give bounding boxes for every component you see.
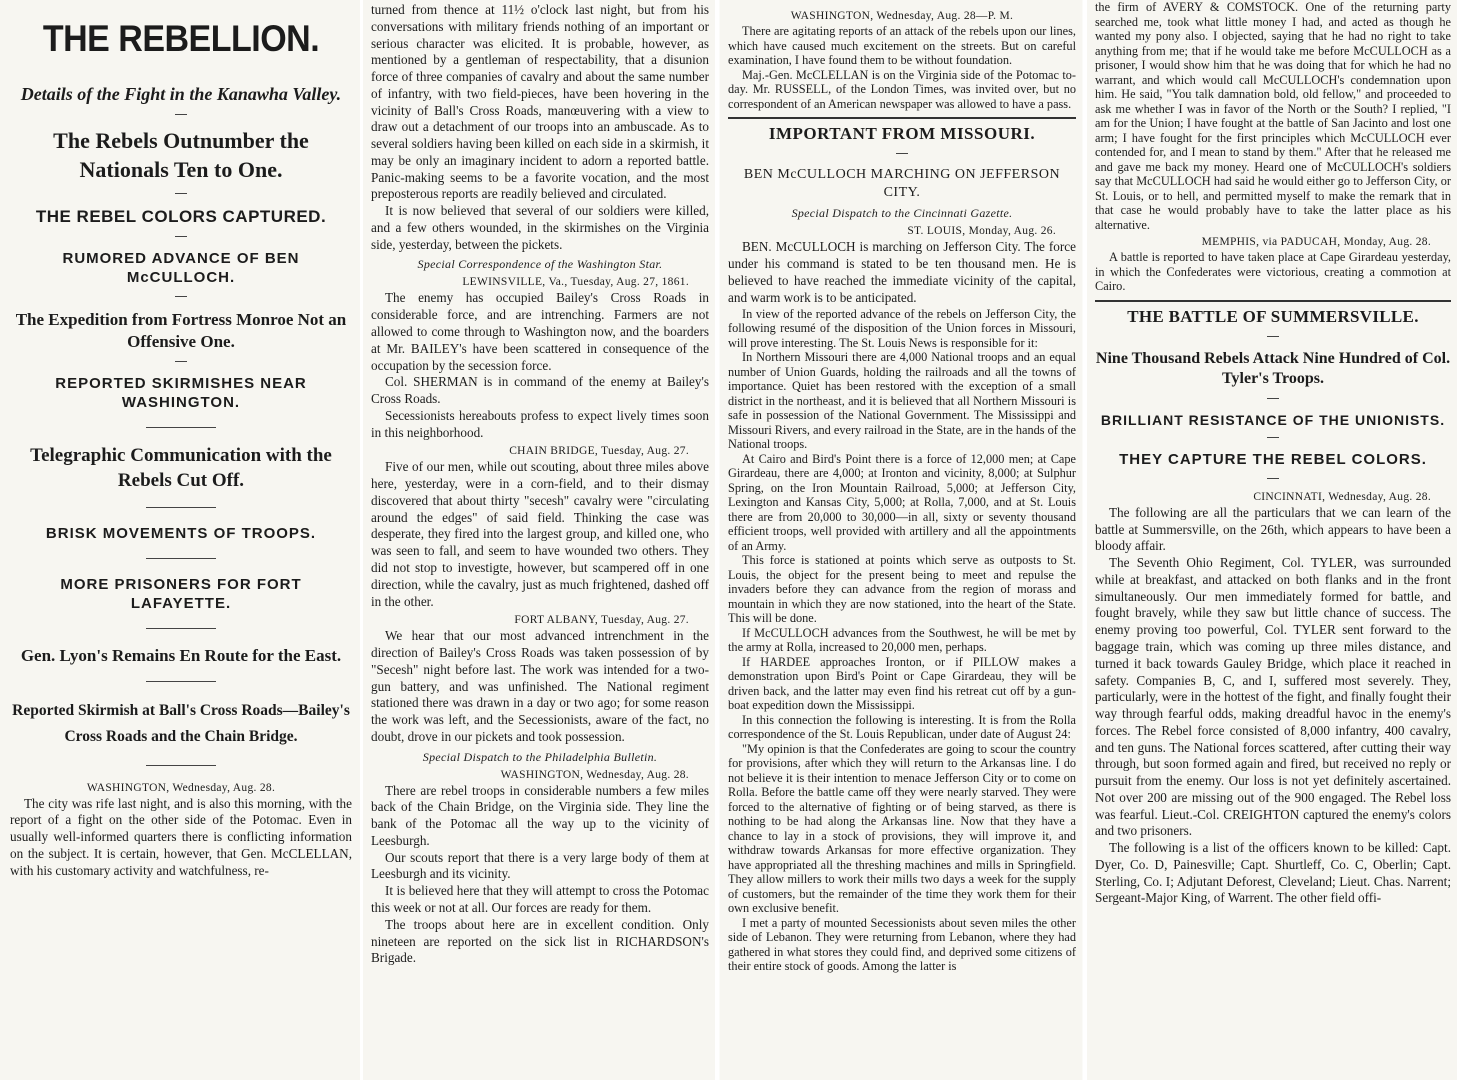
headline-3: THE REBEL COLORS CAPTURED. — [35, 206, 327, 226]
article-paragraph: BEN. McCULLOCH is marching on Jefferson City. The force under his command is stated to be ten thousand men. He is believed to have reached the immediate vicinity of the capital, and warm work is to be anticipated. — [728, 239, 1076, 305]
dateline: CHAIN BRIDGE, Tuesday, Aug. 27. — [509, 445, 689, 458]
column-gutter — [715, 0, 719, 1080]
article-paragraph: the firm of AVERY & COMSTOCK. One of the returning party searched me, took what little money I had, and acted as though he wanted my pony also. I objected, saying that he had no right to take anything from me; that if he would take me before McCULLOCH as a prisoner, I would show him that he was doing that for which he had no warrant, and which would call McCULLOCH's condemnation upon him. He said, "You talk damnation bold, old fellow," and proceeded to ask me whether I was in favor of the North or the South? I replied, "I am for the Union; I have fought at the battle of San Jacinto and lost one arm; I have fought for the first principles which McCULLOCH ever contended for, and I mean to stand by them." After that he released me and gave me back my money. Heard one of McCULLOCH's soldiers say that McCULLOCH had said he would either go to Jefferson City, or St. Louis, or to hell, and permitted myself to make the remark that in that case he would probably have to take the latter place as his alternative. — [1095, 0, 1451, 232]
article-paragraph: At Cairo and Bird's Point there is a force of 12,000 men; at Cape Girardeau, there are 4,000; at Ironton and vicinity, 8,000; at Sulphur Spring, on the Iron Mountain Railroad, 5,000; at Jefferson City, Lexington and Kansas City, 5,000; at Rolla, 7,000, and at St. Louis there are from 20,000 to 30,000—in all, sixty or seventy thousand efficient troops, well provided with artillery and all the appointments of an Army. — [728, 451, 1076, 553]
section-subtitle: BRILLIANT RESISTANCE OF THE UNIONISTS. — [1100, 412, 1446, 429]
article-paragraph: There are agitating reports of an attack of the rebels upon our lines, which have caused much excitement on the streets. But on careful examination, I have found them to be without foundation. — [728, 24, 1076, 67]
headline-5: The Expedition from Fortress Monroe Not an Offensive One. — [15, 309, 347, 351]
divider — [896, 153, 908, 154]
article-paragraph: Our scouts report that there is a very large body of them at Leesburgh and its vicinity. — [371, 849, 709, 882]
headline-1: Details of the Fight in the Kanawha Valley. — [20, 84, 342, 104]
article-paragraph: If HARDEE approaches Ironton, or if PILLOW makes a demonstration upon Bird's Point or Cape Girardeau, they will be driven back, and the latter may even find his retreat cut off by a gun-boat expedition down the Mississippi. — [728, 654, 1076, 713]
divider — [175, 361, 187, 362]
headline-8: BRISK MOVEMENTS OF TROOPS. — [45, 525, 317, 543]
article-paragraph: A battle is reported to have taken place at Cape Girardeau yesterday, in which the Confederates were victorious, creating a commotion at Cairo. — [1095, 250, 1451, 293]
divider — [146, 628, 216, 629]
article-paragraph: If McCULLOCH advances from the Southwest, he will be met by the army at Rolla, increased to 20,000 men, perhaps. — [728, 625, 1076, 655]
divider — [175, 114, 187, 115]
article-paragraph: Maj.-Gen. McCLELLAN is on the Virginia side of the Potomac to-day. Mr. RUSSELL, of the London Times, was invited over, but no correspondent of an American newspaper was allowed to have a pass. — [728, 67, 1076, 111]
divider — [146, 681, 216, 682]
divider — [175, 236, 187, 237]
correspondence-credit: Special Dispatch to the Cincinnati Gazette. — [791, 206, 1013, 221]
article-paragraph: "My opinion is that the Confederates are going to scour the country for provisions, after which they will return to the Arkansas line. I do not believe it is their intention to menace Jefferson City or to come on Rolla. Before the battle came off they were nearly starved. They were forced to the alternative of fighting or of being starved, as there is nothing to be had along the Arkansas line. Now that they have a chance to lay in a stock of provisions, they will improve it, and withdraw towards Arkansas for more effective organization. They have appropriated all the threshing machines and mills in Springfield. They allow millers to work their mills two days a week for the supply of customers, but the remainder of the time they work them for their own exclusive benefit. — [728, 741, 1076, 916]
article-paragraph: It is believed here that they will attempt to cross the Potomac this week or not at all. Our forces are ready for them. — [371, 883, 709, 915]
dateline: WASHINGTON, Wednesday, Aug. 28. — [500, 768, 689, 781]
article-paragraph: This force is stationed at points which serve as outposts to St. Louis, the object for the present being to meet and repulse the invaders before they can advance from the region of morass and mountain in which they are now stationed, into the heart of the State. This will be done. — [728, 553, 1076, 626]
section-subtitle: Nine Thousand Rebels Attack Nine Hundred of Col. Tyler's Troops. — [1095, 349, 1451, 388]
section-missouri — [728, 117, 1076, 974]
divider — [1267, 336, 1279, 337]
headline-6: REPORTED SKIRMISHES NEAR WASHINGTON. — [55, 374, 307, 412]
dateline: WASHINGTON, Wednesday, Aug. 28. — [86, 781, 276, 794]
article-paragraph: The following are all the particulars that we can learn of the battle at Summersville, on the 26th, which appears to have been a bloody affair. — [1095, 504, 1451, 554]
headline-7: Telegraphic Communication with the Rebels Cut Off. — [30, 444, 332, 491]
article-paragraph: The Seventh Ohio Regiment, Col. TYLER, was surrounded while at breakfast, and attacked on both flanks and in the front simultaneously. Our men immediately formed for battle, and fought bravely, while they saw but little chance of success. The enemy proving too powerful, Col. TYLER sent forward to the baggage train, which was coming up three miles distance, and turned it back towards Gauley Bridge, which place it reached in safety. Companies B, C, and I, suffered most severely. They, particularly, were in the hottest of the fight, and finally fought their way through fearful odds, making dreadful havoc in the enemy's forces. The Rebel force consisted of 8,000 infantry, 400 cavalry, and ten guns. The National forces scattered, after cutting their way through, but soon formed again and fired, but received no reply or pursuit from the enemy. Our loss is not yet definitely ascertained. Not over 200 are missing out of the 900 engaged. The Rebel loss was fearful. Lieut.-Col. CREIGHTON captured the enemy's colors and two prisoners. — [1095, 555, 1451, 839]
section-title: THE BATTLE OF SUMMERSVILLE. — [1127, 306, 1419, 326]
page-title: THE REBELLION. — [42, 18, 320, 60]
divider — [175, 296, 187, 297]
section-title: IMPORTANT FROM MISSOURI. — [768, 124, 1036, 143]
headline-2: The Rebels Outnumber the Nationals Ten to One. — [53, 128, 309, 182]
correspondence-credit: Special Correspondence of the Washington Star. — [417, 257, 663, 272]
divider — [1267, 478, 1279, 479]
column-4 — [1087, 0, 1457, 1080]
dateline: CINCINNATI, Wednesday, Aug. 28. — [1253, 490, 1431, 503]
dateline: ST. LOUIS, Monday, Aug. 26. — [907, 225, 1056, 238]
article-paragraph: Five of our men, while out scouting, about three miles above here, yesterday, were in a corn-field, and to their dismay discovered that about thirty "secesh" cavalry were "circulating around the edges" of said field. Thinking the case was desperate, they fired into the largest group, and killed one, who was seen to fall, and seem to have wounded two others. They did not stop to investigte, however, but scampered off in one direction, while the cavalry, just as much frightened, dashed off in the other. — [371, 459, 709, 609]
section-subtitle: BEN McCULLOCH MARCHING ON JEFFERSON CITY. — [743, 167, 1061, 201]
article-paragraph: In this connection the following is interesting. It is from the Rolla correspondence of the St. Louis Republican, under date of August 24: — [728, 712, 1076, 742]
article-paragraph: There are rebel troops in considerable numbers a few miles back of the Chain Bridge, on the Virginia side. They line the bank of the Potomac all the way up to the vicinity of Leesburgh. — [371, 782, 709, 848]
article-paragraph: In view of the reported advance of the rebels on Jefferson City, the following resumé of the disposition of the Union forces in Missouri, will prove interesting. The St. Louis News is responsible for it: — [728, 306, 1076, 350]
article-paragraph: We hear that our most advanced intrenchment in the direction of Bailey's Cross Roads was taken possession of by "Secesh" night before last. The work was intended for a two-gun battery, and was unfinished. The National regiment stationed there was drawn in a day or two ago; for some reason the work was left, and the Secessionists, aware of the fact, no doubt, drove in our pickets and took possession. — [371, 628, 709, 744]
section-subtitle: THEY CAPTURE THE REBEL COLORS. — [1119, 451, 1427, 469]
headline-4: RUMORED ADVANCE OF BEN McCULLOCH. — [62, 249, 300, 287]
divider — [146, 507, 216, 508]
divider — [146, 427, 216, 428]
headline-10: Gen. Lyon's Remains En Route for the East. — [20, 645, 342, 665]
column-3 — [720, 0, 1082, 1080]
divider — [146, 765, 216, 766]
article-paragraph: The following is a list of the officers known to be killed: Capt. Dyer, Co. D, Painesville; Capt. Shurtleff, Co. C, Oberlin; Capt. Sterling, Co. I; Adjutant Deforest, Cleveland; Lieut. Chas. Narrent; Sergeant-Major King, of Warrent. The other field offi- — [1095, 840, 1451, 906]
dateline: WASHINGTON, Wednesday, Aug. 28—P. M. — [790, 10, 1014, 22]
article-paragraph: turned from thence at 11½ o'clock last night, but from his conversations with military friends nothing of an important or serious character was elicited. It is probable, however, as mentioned by a gentleman of respectability, that a disunion force of three companies of cavalry and about the same number of infantry, with two field-pieces, have been hovering in the vicinity of Ball's Cross Roads, manœuvering with a view to draw out a detachment of our troops into an ambuscade. As to several soldiers having been killed on each side in a skirmish, it may be only an imaginary incident to adorn a reported battle. Panic-making seems to be a favorite vocation, and the most preposterous reports are readily believed and circulated. — [371, 2, 709, 202]
dateline: FORT ALBANY, Tuesday, Aug. 27. — [514, 614, 689, 627]
column-1 — [0, 0, 360, 1080]
article-paragraph: It is now believed that several of our soldiers were killed, and a few others wounded, in the skirmishes on the Virginia side, yesterday, between the pickets. — [371, 203, 709, 252]
divider — [1267, 398, 1279, 399]
article-paragraph: The troops about here are in excellent condition. Only nineteen are reported on the sick list in RICHARDSON's Brigade. — [371, 916, 709, 966]
article-paragraph: The enemy has occupied Bailey's Cross Roads in considerable force, and are intrenching. Farmers are not allowed to come through to Washington now, and the boarders at Mr. BAILEY's have been scattered in consequence of the occupation by the secession force. — [371, 290, 709, 373]
column-2 — [363, 0, 715, 1080]
headline-9: MORE PRISONERS FOR FORT LAFAYETTE. — [60, 575, 302, 613]
headline-11: Reported Skirmish at Ball's Cross Roads—Bailey's Cross Roads and the Chain Bridge. — [12, 701, 350, 746]
divider — [146, 558, 216, 559]
correspondence-credit: Special Dispatch to the Philadelphia Bulletin. — [422, 749, 658, 764]
article-paragraph: The city was rife last night, and is also this morning, with the report of a fight on the other side of the Potomac. Even in usually well-informed quarters there is conflicting information on the subject. It is certain, however, that Gen. McCLELLAN, with his customary activity and watchfulness, re- — [10, 795, 352, 878]
dateline: LEWINSVILLE, Va., Tuesday, Aug. 27, 1861. — [462, 276, 689, 289]
divider — [1267, 437, 1279, 438]
article-paragraph: In Northern Missouri there are 4,000 National troops and an equal number of Union Guards, holding the railroads and all the towns of importance. Quiet has been restored with the exception of a small district in the northeast, and it is believed that all Northern Missouri is safe in possession of the National Government. The Mississippi and Missouri Rivers, and every railroad in the State, are in the hands of the National troops. — [728, 350, 1076, 452]
article-paragraph: Col. SHERMAN is in command of the enemy at Bailey's Cross Roads. — [371, 374, 709, 407]
article-paragraph: Secessionists hereabouts profess to expect lively times soon in this neighborhood. — [371, 407, 709, 440]
section-summersville — [1095, 300, 1451, 908]
dateline: MEMPHIS, via PADUCAH, Monday, Aug. 28. — [1201, 236, 1431, 248]
article-paragraph: I met a party of mounted Secessionists about seven miles the other side of Lebanon. They were returning from Lebanon, where they had gathered in what stores they could find, and deprived some citizens of their entire stock of goods. Among the latter is — [728, 915, 1076, 974]
divider — [175, 193, 187, 194]
